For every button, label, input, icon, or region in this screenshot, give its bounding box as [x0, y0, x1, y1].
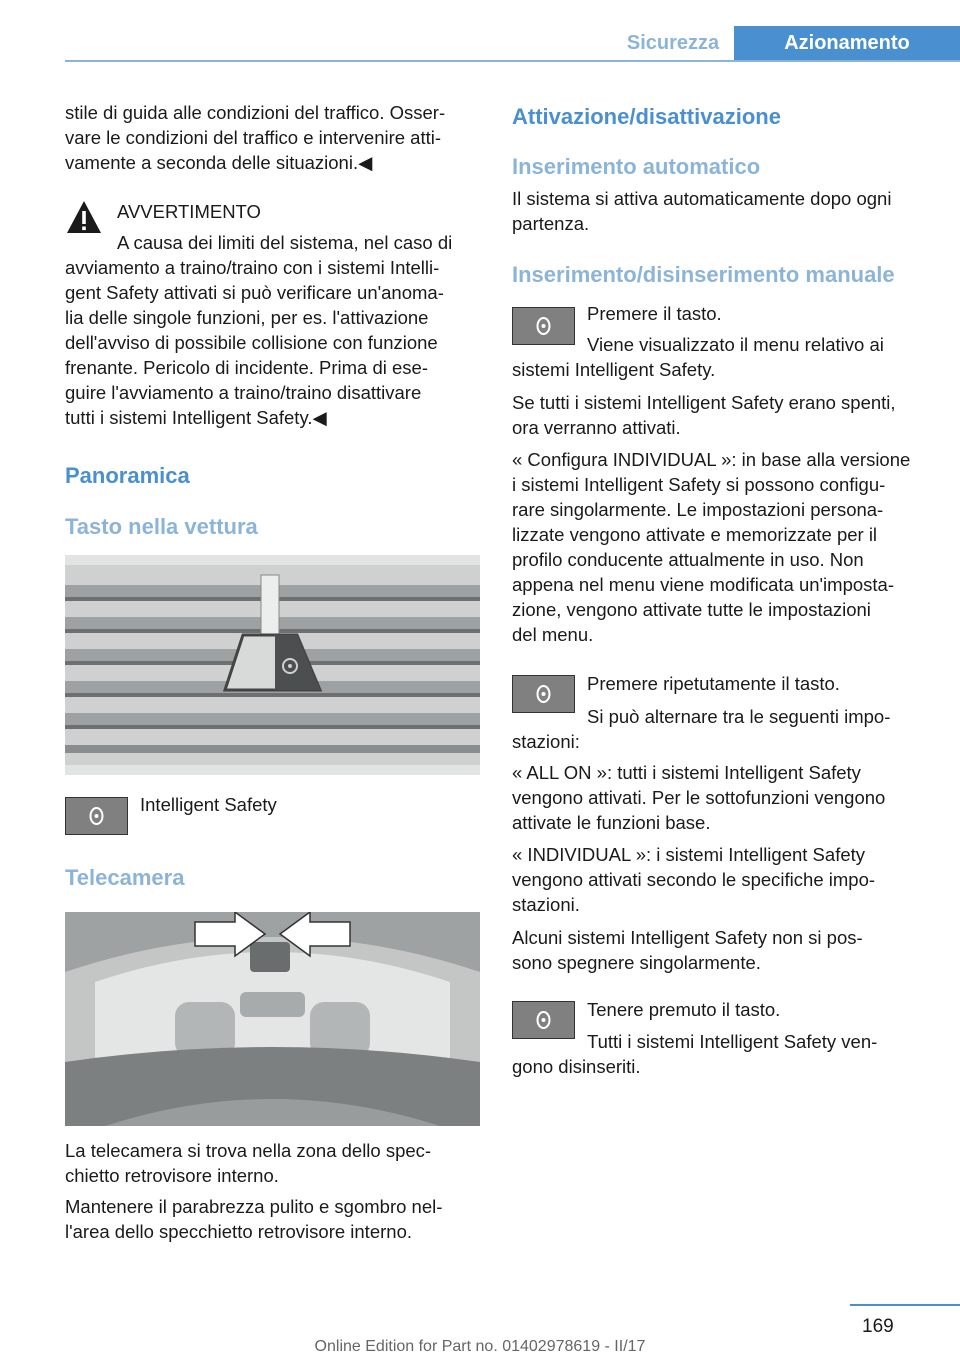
- intelligent-safety-button-icon: [65, 797, 128, 835]
- heading-telecamera: Telecamera: [65, 865, 185, 890]
- text-line: gono disinseriti.: [512, 1056, 641, 1077]
- text-line: tutti i sistemi Intelligent Safety.◀: [65, 407, 327, 428]
- disabled-paragraph: [512, 1029, 932, 1079]
- footer-rule: [850, 1304, 960, 1306]
- clean-paragraph: [65, 1194, 483, 1244]
- text-line: profilo conducente attualmente in uso. Non: [512, 549, 864, 570]
- heading-panoramica: Panoramica: [65, 463, 190, 488]
- press-button-text: Premere il tasto.: [587, 303, 722, 324]
- text-line: lia delle singole funzioni, per es. l'attivazione: [65, 307, 429, 328]
- text-line: sono spegnere singolarmente.: [512, 952, 761, 973]
- text-line: Il sistema si attiva automaticamente dopo ogni: [512, 188, 892, 209]
- text-line: attivate le funzioni base.: [512, 812, 711, 833]
- text-line: Mantenere il parabrezza pulito e sgombro nel‐: [65, 1196, 443, 1217]
- text-line: guire l'avviamento a traino/traino disattivare: [65, 382, 422, 403]
- warning-text: [65, 230, 485, 430]
- text-line: Alcuni sistemi Intelligent Safety non si pos‐: [512, 927, 863, 948]
- text-line: A causa dei limiti del sistema, nel caso di: [117, 232, 453, 253]
- heading-attivazione: Attivazione/disattivazione: [512, 104, 781, 129]
- alternate-paragraph: [512, 704, 932, 754]
- text-line: La telecamera si trova nella zona dello spec‐: [65, 1140, 432, 1161]
- footer-edition: Online Edition for Part no. 01402978619 - II/17: [314, 1338, 646, 1355]
- hold-button-text: Tenere premuto il tasto.: [587, 999, 781, 1020]
- text-line: vamente a seconda delle situazioni.◀: [65, 152, 373, 173]
- heading-auto: Inserimento automatico: [512, 154, 761, 179]
- text-line: zione, vengono attivate tutte le impostazioni: [512, 599, 871, 620]
- text-line: Tutti i sistemi Intelligent Safety ven‐: [587, 1031, 878, 1052]
- some-paragraph: [512, 925, 932, 975]
- text-line: vare le condizioni del traffico e intervenire atti‐: [65, 127, 442, 148]
- heading-manuale: Inserimento/disinserimento manuale: [512, 262, 895, 287]
- off-paragraph: [512, 390, 932, 440]
- camera-paragraph: [65, 1138, 483, 1188]
- heading-tasto: Tasto nella vettura: [65, 514, 258, 539]
- individual-paragraph: [512, 842, 932, 917]
- allon-paragraph: [512, 760, 932, 835]
- text-line: sistemi Intelligent Safety.: [512, 359, 716, 380]
- text-line: chietto retrovisore interno.: [65, 1165, 279, 1186]
- config-paragraph: [512, 447, 932, 647]
- text-line: vengono attivati. Per le sottofunzioni vengono: [512, 787, 886, 808]
- button-caption: Intelligent Safety: [140, 794, 277, 815]
- text-line: lizzate vengono attivate e memorizzate per il: [512, 524, 878, 545]
- tab-section[interactable]: Sicurezza: [612, 26, 734, 60]
- camera-photo: [65, 912, 480, 1126]
- auto-paragraph: [512, 186, 932, 236]
- text-line: stazioni:: [512, 731, 580, 752]
- text-line: frenante. Pericolo di incidente. Prima di ese‐: [65, 357, 428, 378]
- text-line: partenza.: [512, 213, 590, 234]
- warning-title: AVVERTIMENTO: [117, 201, 261, 222]
- press-repeat-text: Premere ripetutamente il tasto.: [587, 673, 840, 694]
- text-line: appena nel menu viene modificata un'imposta‐: [512, 574, 894, 595]
- vehicle-button-photo: [65, 555, 480, 775]
- text-line: Si può alternare tra le seguenti impo‐: [587, 706, 891, 727]
- text-line: Viene visualizzato il menu relativo ai: [587, 334, 884, 355]
- menu-paragraph: [512, 332, 932, 382]
- text-line: l'area dello specchietto retrovisore interno.: [65, 1221, 412, 1242]
- page-number: 169: [862, 1316, 894, 1337]
- tab-chapter[interactable]: Azionamento: [734, 26, 960, 62]
- text-line: rare singolarmente. Le impostazioni persona‐: [512, 499, 884, 520]
- text-line: vengono attivati secondo le specifiche impo‐: [512, 869, 876, 890]
- intro-paragraph: [65, 100, 483, 175]
- text-line: avviamento a traino/traino con i sistemi Intelli‐: [65, 257, 440, 278]
- header-rule: [65, 60, 960, 62]
- text-line: del menu.: [512, 624, 594, 645]
- text-line: gent Safety attivati si può verificare un'anoma‐: [65, 282, 444, 303]
- text-line: i sistemi Intelligent Safety si possono configu‐: [512, 474, 886, 495]
- text-line: « ALL ON »: tutti i sistemi Intelligent Safety: [512, 762, 861, 783]
- text-line: dell'avviso di possibile collisione con funzione: [65, 332, 438, 353]
- text-line: « INDIVIDUAL »: i sistemi Intelligent Safety: [512, 844, 866, 865]
- text-line: stile di guida alle condizioni del traffico. Osser‐: [65, 102, 446, 123]
- text-line: « Configura INDIVIDUAL »: in base alla versione: [512, 449, 911, 470]
- text-line: Se tutti i sistemi Intelligent Safety erano spenti,: [512, 392, 896, 413]
- text-line: ora verranno attivati.: [512, 417, 681, 438]
- text-line: stazioni.: [512, 894, 580, 915]
